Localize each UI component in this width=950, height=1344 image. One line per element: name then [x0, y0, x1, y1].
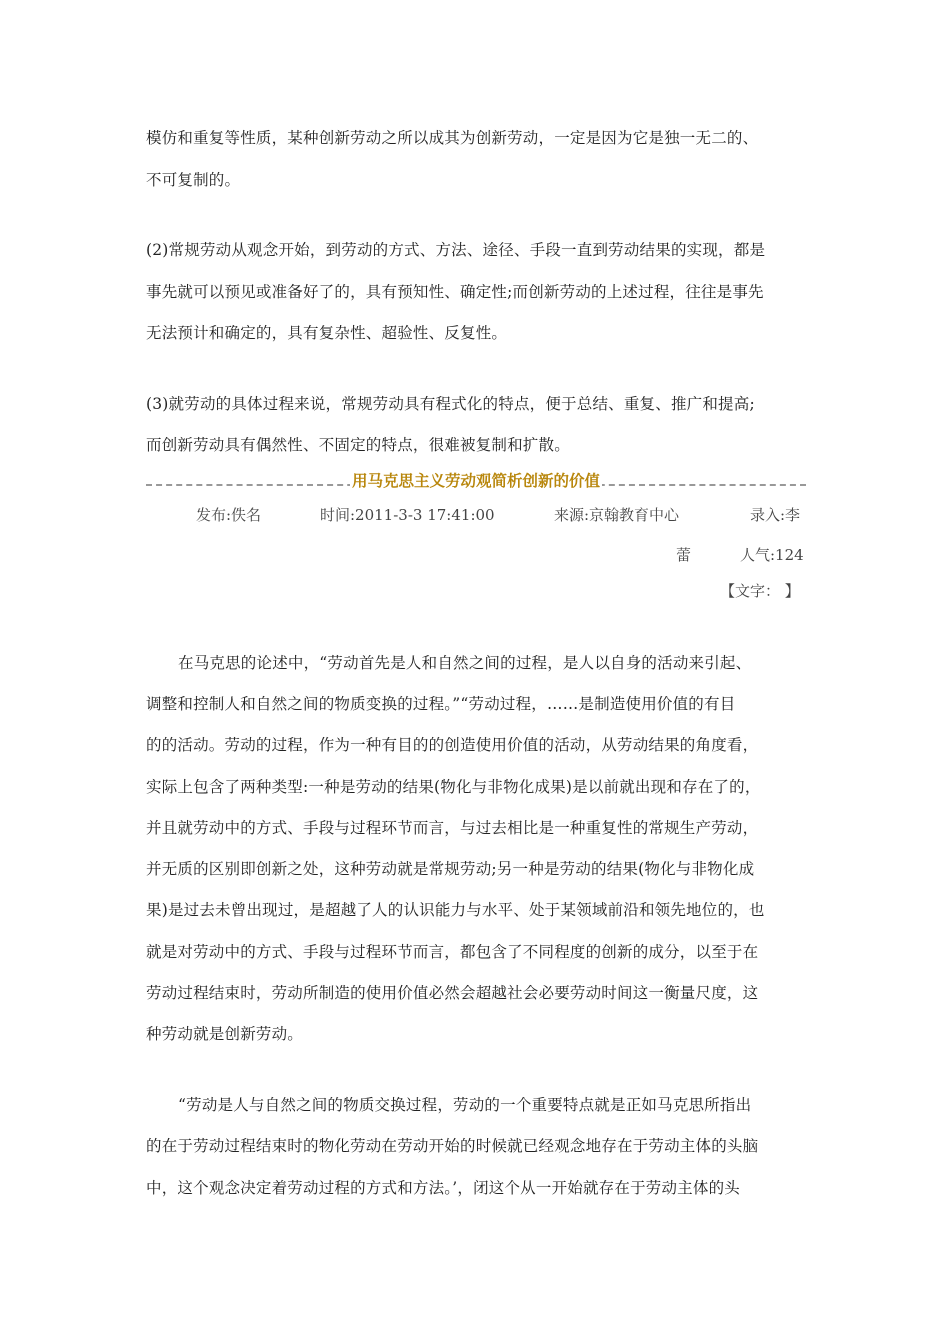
text-line: 而创新劳动具有偶然性、不固定的特点，很难被复制和扩散。 [146, 436, 570, 454]
entry-meta-continued: 蕾 [676, 546, 692, 564]
text-line: 不可复制的。 [146, 171, 241, 189]
article-title-row [146, 471, 806, 491]
text-line: “劳动是人与自然之间的物质交换过程，劳动的一个重要特点就是正如马克思所指出 [178, 1096, 752, 1114]
text-line: 事先就可以预见或准备好了的，具有预知性、确定性;而创新劳动的上述过程，往往是事先 [146, 283, 764, 301]
text-line: (3)就劳动的具体过程来说，常规劳动具有程式化的特点，便于总结、重复、推广和提高; [146, 395, 755, 413]
article-title[interactable]: 用马克思主义劳动观简析创新的价值 [351, 472, 600, 490]
text-line: 果)是过去未曾出现过，是超越了人的认识能力与水平、处于某领域前沿和领先地位的，也 [146, 901, 765, 919]
text-line: 的在于劳动过程结束时的物化劳动在劳动开始的时候就已经观念地存在于劳动主体的头脑 [146, 1137, 759, 1155]
popularity-meta: 人气:124 [740, 546, 804, 564]
text-line: 劳动过程结束时，劳动所制造的使用价值必然会超越社会必要劳动时间这一衡量尺度，这 [146, 984, 759, 1002]
text-line: 中，这个观念决定着劳动过程的方式和方法。’，闭这个从一开始就存在于劳动主体的头 [146, 1179, 740, 1197]
text-line: (2)常规劳动从观念开始，到劳动的方式、方法、途径、手段一直到劳动结果的实现，都是 [146, 241, 766, 259]
font-size-control[interactable]: 【文字： 】 [720, 582, 800, 600]
text-line: 的的活动。劳动的过程，作为一种有目的的创造使用价值的活动，从劳动结果的角度看， [146, 736, 759, 754]
text-line: 调整和控制人和自然之间的物质变换的过程。”“劳动过程，……是制造使用价值的有目 [146, 695, 736, 713]
text-line: 并无质的区别即创新之处，这种劳动就是常规劳动;另一种是劳动的结果(物化与非物化成 [146, 860, 755, 878]
text-line: 种劳动就是创新劳动。 [146, 1025, 304, 1043]
text-line: 在马克思的论述中，“劳动首先是人和自然之间的过程，是人以自身的活动来引起、 [178, 654, 752, 672]
time-meta: 时间:2011-3-3 17:41:00 [320, 506, 495, 524]
source-meta: 来源:京翰教育中心 [554, 506, 680, 524]
publisher-meta: 发布:佚名 [196, 506, 262, 524]
text-line: 就是对劳动中的方式、手段与过程环节而言，都包含了不同程度的创新的成分，以至于在 [146, 943, 759, 961]
entry-meta: 录入:李 [750, 506, 801, 524]
text-line: 并且就劳动中的方式、手段与过程环节而言，与过去相比是一种重复性的常规生产劳动， [146, 819, 759, 837]
text-line: 无法预计和确定的，具有复杂性、超验性、反复性。 [146, 324, 508, 342]
text-line: 实际上包含了两种类型:一种是劳动的结果(物化与非物化成果)是以前就出现和存在了的， [146, 778, 761, 796]
text-line: 模仿和重复等性质，某种创新劳动之所以成其为创新劳动，一定是因为它是独一无二的、 [146, 129, 759, 147]
